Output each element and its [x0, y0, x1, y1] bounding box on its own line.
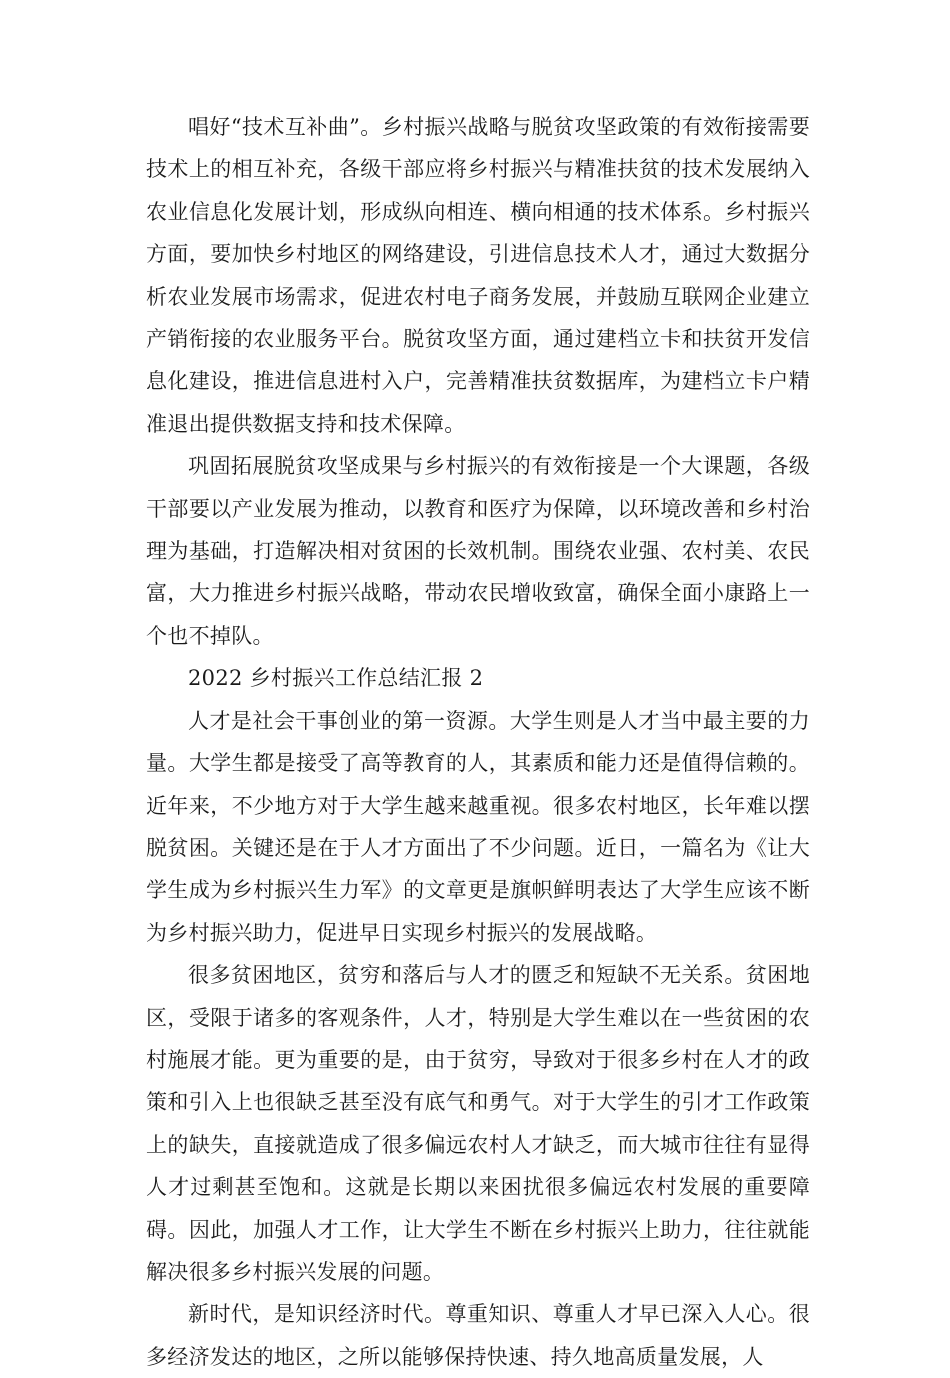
paragraph-tech-complement: 唱好“技术互补曲”。乡村振兴战略与脱贫攻坚政策的有效衔接需要技术上的相互补充，各级干部应将乡村振兴与精准扶贫的技术发展纳入农业信息化发展计划，形成纵向相连、横向相通的技术体系。乡村振兴方面，要加快乡村地区的网络建设，引进信息技术人才，通过大数据分析农业发展市场需求，促进农村电子商务发展，并鼓励互联网企业建立产销衔接的农业服务平台。脱贫攻坚方面，通过建档立卡和扶贫开发信息化建设，推进信息进村入户，完善精准扶贫数据库，为建档立卡户精准退出提供数据支持和技术保障。 [146, 115, 810, 436]
paragraph-talent-resource: 人才是社会干事创业的第一资源。大学生则是人才当中最主要的力量。大学生都是接受了高等教育的人，其素质和能力还是值得信赖的。近年来，不少地方对于大学生越来越重视。很多农村地区，长年难以摆脱贫困。关键还是在于人才方面出了不少问题。近日，一篇名为《让大学生成为乡村振兴生力军》的文章更是旗帜鲜明表达了大学生应该不断为乡村振兴助力，促进早日实现乡村振兴的发展战略。 [146, 708, 810, 945]
paragraph-consolidate-results: 巩固拓展脱贫攻坚成果与乡村振兴的有效衔接是一个大课题，各级干部要以产业发展为推动，以教育和医疗为保障，以环境改善和乡村治理为基础，打造解决相对贫困的长效机制。围绕农业强、农村美、农民富，大力推进乡村振兴战略，带动农民增收致富，确保全面小康路上一个也不掉队。 [146, 454, 810, 648]
section-heading: 2022 乡村振兴工作总结汇报 2 [188, 666, 484, 691]
paragraph-poverty-talent: 很多贫困地区，贫穷和落后与人才的匮乏和短缺不无关系。贫困地区，受限于诸多的客观条件，人才，特别是大学生难以在一些贫困的农村施展才能。更为重要的是，由于贫穷，导致对于很多乡村在人才的政策和引入上也很缺乏甚至没有底气和勇气。对于大学生的引才工作政策上的缺失，直接就造成了很多偏远农村人才缺乏，而大城市往往有显得人才过剩甚至饱和。这就是长期以来困扰很多偏远农村发展的重要障碍。因此，加强人才工作，让大学生不断在乡村振兴上助力，往往就能解决很多乡村振兴发展的问题。 [146, 963, 810, 1284]
document-page [146, 106, 810, 1378]
paragraph-knowledge-economy: 新时代，是知识经济时代。尊重知识、尊重人才早已深入人心。很多经济发达的地区，之所以能够保持快速、持久地高质量发展，人 [146, 1302, 810, 1369]
